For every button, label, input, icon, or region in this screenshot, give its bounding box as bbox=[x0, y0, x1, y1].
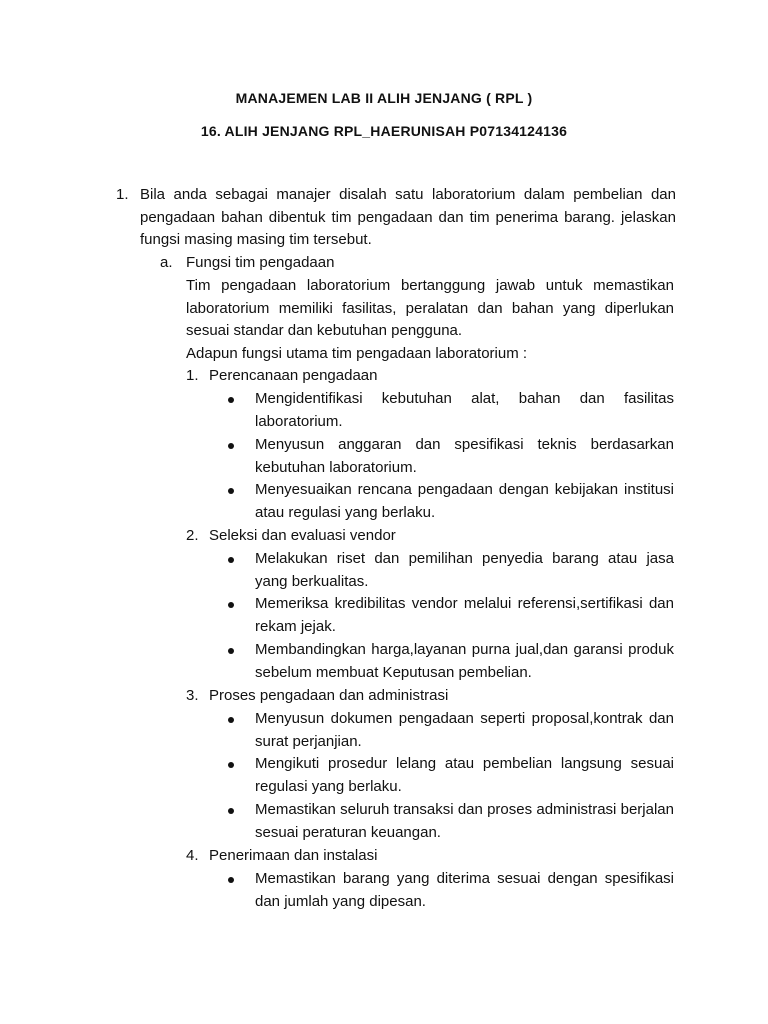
bullet-icon bbox=[228, 648, 234, 654]
document-subtitle: 16. ALIH JENJANG RPL_HAERUNISAH P07134124136 bbox=[200, 123, 568, 139]
bullet-item bbox=[228, 753, 674, 798]
section-title: Seleksi dan evaluasi vendor bbox=[209, 527, 396, 544]
bullet-text: Memastikan barang yang diterima sesuai dengan spesifikasi dan jumlah yang dipesan. bbox=[255, 870, 674, 910]
bullet-text: Memastikan seluruh transaksi dan proses administrasi berjalan sesuai peraturan keuangan. bbox=[255, 801, 674, 841]
bullet-text: Mengikuti prosedur lelang atau pembelian langsung sesuai regulasi yang berlaku. bbox=[255, 755, 674, 795]
question-text: Bila anda sebagai manajer disalah satu laboratorium dalam pembelian dan pengadaan bahan dibentuk tim pengadaan dan tim penerima barang. jelaskan fungsi masing masing tim tersebut. bbox=[140, 186, 676, 248]
document-title: MANAJEMEN LAB II ALIH JENJANG ( RPL ) bbox=[235, 90, 533, 106]
bullet-icon bbox=[228, 762, 234, 768]
bullet-icon bbox=[228, 488, 234, 494]
section-title: Proses pengadaan dan administrasi bbox=[209, 687, 449, 704]
bullet-item bbox=[228, 479, 674, 524]
bullet-icon bbox=[228, 602, 234, 608]
bullet-icon bbox=[228, 877, 234, 883]
bullet-item bbox=[228, 593, 674, 638]
question-number: 1. bbox=[116, 186, 129, 203]
bullet-item bbox=[228, 639, 674, 684]
section-number: 3. bbox=[186, 687, 199, 704]
bullet-text: Menyusun anggaran dan spesifikasi teknis berdasarkan kebutuhan laboratorium. bbox=[255, 436, 674, 476]
bullet-text: Memeriksa kredibilitas vendor melalui referensi,sertifikasi dan rekam jejak. bbox=[255, 595, 674, 635]
bullet-item bbox=[228, 708, 674, 753]
part-a-paragraph-2: Adapun fungsi utama tim pengadaan laboratorium : bbox=[186, 345, 528, 362]
question-item bbox=[116, 184, 676, 252]
bullet-item bbox=[228, 434, 674, 479]
bullet-text: Menyusun dokumen pengadaan seperti proposal,kontrak dan surat perjanjian. bbox=[255, 710, 674, 750]
bullet-text: Menyesuaikan rencana pengadaan dengan kebijakan institusi atau regulasi yang berlaku. bbox=[255, 481, 674, 521]
bullet-icon bbox=[228, 717, 234, 723]
bullet-icon bbox=[228, 397, 234, 403]
section-number: 1. bbox=[186, 367, 199, 384]
bullet-text: Melakukan riset dan pemilihan penyedia barang atau jasa yang berkualitas. bbox=[255, 550, 674, 590]
bullet-item bbox=[228, 548, 674, 593]
bullet-text: Mengidentifikasi kebutuhan alat, bahan dan fasilitas laboratorium. bbox=[255, 390, 674, 430]
part-a-title: Fungsi tim pengadaan bbox=[186, 254, 335, 271]
part-a-paragraph-1: Tim pengadaan laboratorium bertanggung jawab untuk memastikan laboratorium memiliki fasilitas, peralatan dan bahan yang diperlukan sesuai standar dan kebutuhan pengguna. bbox=[186, 277, 674, 339]
section-number: 2. bbox=[186, 527, 199, 544]
part-a-label: a. bbox=[160, 254, 173, 271]
bullet-item bbox=[228, 868, 674, 913]
bullet-item bbox=[228, 799, 674, 844]
bullet-icon bbox=[228, 443, 234, 449]
bullet-item bbox=[228, 388, 674, 433]
section-title: Penerimaan dan instalasi bbox=[209, 847, 378, 864]
bullet-icon bbox=[228, 557, 234, 563]
section-number: 4. bbox=[186, 847, 199, 864]
bullet-icon bbox=[228, 808, 234, 814]
section-title: Perencanaan pengadaan bbox=[209, 367, 378, 384]
bullet-text: Membandingkan harga,layanan purna jual,dan garansi produk sebelum membuat Keputusan pembelian. bbox=[255, 641, 674, 681]
